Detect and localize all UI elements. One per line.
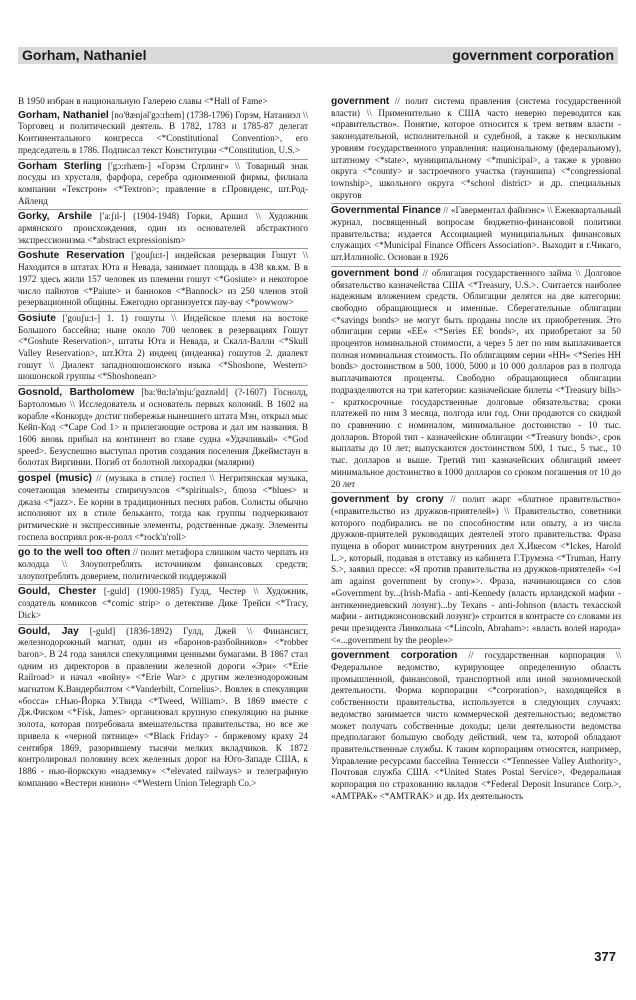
entry-divider xyxy=(18,584,308,585)
entry-divider xyxy=(18,311,308,312)
entry-body: // облигация государственного займа \\ Долговое обязательство казначейства США <*Treasury, U.S.>. Считается наиболее надежным вложением средств. Облигации делятся на две категории: свободно обращающиеся и именные. Сберегательные облигации <*savings bonds> не могут быть проданы после их приобретения. Это облигации серии «EE» <*Series EE bonds>, их приобретают за 50 процентов номинальной стоимости, а через 5 лет по ним выплачивается полная номинальная стоимость. По облигациям серии «HH» <*Series HH bonds> достоинством в 500, 1000, 5000 и 10 000 долларов раз в полгода выплачиваются проценты. Свободно обращающиеся облигации подразделяются на три категории: казначейские билеты <*Treasury bills> - краткосрочные государственные долговые обязательства; сроки платежей по ним 3 месяца, полгода или год. Они продаются со скидкой по сравнению с номиналом, минимальное достоинство - 10 тыс. долларов. Второй тип - казначейские облигации <*Treasury bonds>, срок выплаты до 10 лет; выпускаются достоинством 500, 1 тыс., 5 тыс., 10 тыс. долларов и выше. Третий тип казначейских облигаций имеет минимальное достоинство в 1000 долларов со сроком погашения от 10 до 20 лет xyxy=(331,267,621,489)
entry-divider xyxy=(331,492,621,493)
dictionary-entry xyxy=(18,250,308,309)
entry-headword: government corporation xyxy=(331,650,458,662)
dictionary-entry xyxy=(18,473,308,543)
entry-body: ['a:ʃɪl-] (1904-1948) Горки, Аршил \\ Художник армянского происхождения, один из основателей абстрактного экспрессионизма <*abstract expressionism> xyxy=(18,211,308,245)
entry-headword: government by crony xyxy=(331,494,444,506)
entry-divider xyxy=(331,203,621,204)
entry-body: // полит система правления (система государственной власти) \\ Применительно к США часто неверно переводится как «правительство». Понятие, которое относится к трем ветвям власти - законодательной, исполнительной и судебной, а также к нескольким уровням государственного управления: национальному (федеральному), штатному <*state>, муниципальному <*municipal>, а также к уровню округа <*county> и застроечного участка (тауншипа) <*congressional township>, школьного округа <*school district> и др. специальных округов xyxy=(331,96,621,200)
page-number: 377 xyxy=(594,949,616,964)
entry-body: // государственная корпорация \\ Федеральное ведомство, курирующее определенную область промышленной, финансовой, транспортной или иной экономической деятельности. Форма корпорации <*corporation>, находящейся в собственности правительства, используется в следующих случаях: ведомство занимается чисто коммерческой деятельностью; ведомство может получать собственные доходы; цели деятельности ведомства предполагают большую свободу действий, чем та, которой обладают правительственные службы. К таким корпорациям относятся, например, Управление ресурсами бассейна Теннесси <*Tennessee Valley Authority>, Почтовая служба США <*United States Postal Service>, Федеральная корпорация по страхованию вкладов <*Federal Deposit Insurance Corp.>, «АМТРАК» <*AMTRAK> и др. Их деятельность xyxy=(331,650,621,801)
right-column xyxy=(331,96,621,946)
entry-body: // (музыка в стиле) госпел \\ Негритянская музыка, сочетающая элементы спиричуэлсов <*spirituals>, блюза <*blues> и джаза <*jazz>. Ее корни в традиционных песнях рабов. Солисты обычно исполняют их в стиле бельканто, тогда как группы подчеркивают ритмические и экспрессивные элементы, родственные джазу. Элементы госпела восприял рок-н-ролл <*rock'n'roll> xyxy=(18,473,308,542)
entry-body: ['gouʃu:t-] индейская резервация Гошут \\ Находится в штатах Юта и Невада, занимает площадь в 438 кв.км. В в 1972 здесь жили 157 человек из племени гошут <*Gosiute> и некоторое число пайютов <*Paiute> и банноков <*Bannock> из 250 членов этой резервационной общины. Ежегодно организуется пау-вау <*powwow> xyxy=(18,250,308,308)
entry-body: [ba:'θɑ:lə'mju:'gɑznəld] (?-1607) Госнолд, Бартоломью \\ Исследователь и основатель первых колоний. В 1602 на корабле «Конкорд» достиг побережья нынешнего штата Мэн, открыл мыс Кейп-Код <*Cape Cod 1> и прилегающие острова и дал им названия. В 1606 вновь прибыл на континент во главе судна «Удачливый» <*God speed>. Безуспешно выступал против создания поселения Джеймстаун в болотах Виргинии. Погиб от болотной лихорадки (малярии) xyxy=(18,387,308,468)
entry-body: ['gouʃu:t-] 1. 1) гошуты \\ Индейское племя на востоке Большого бассейна; ныне около 700 человек в резервациях Гошут <*Goshute Reservation>, штаты Юта и Невада, и Скалл-Валли <*Skull Valley Reservation>, шт.Юта 2) индеец (индеанка) гошутов 2. диалект гошут \\ Диалект западношошонского языка <*Shoshone, Western> шошонской группы <*Shoshonean> xyxy=(18,312,308,382)
header-left-headword: Gorham, Nathaniel xyxy=(22,47,147,63)
entry-divider xyxy=(18,159,308,160)
entry-headword: Gould, Jay xyxy=(18,625,79,637)
dictionary-entry xyxy=(331,650,621,802)
dictionary-entry xyxy=(18,96,308,108)
entry-headword: go to the well too often xyxy=(18,547,131,559)
entry-divider xyxy=(18,385,308,386)
entry-body: [-guld] (1900-1985) Гулд, Честер \\ Художник, создатель комиксов <*comic strip> о детективе Дике Трейси <*Tracy, Dick> xyxy=(18,586,308,620)
left-column xyxy=(18,96,308,946)
entry-headword: government bond xyxy=(331,267,419,279)
dictionary-entry xyxy=(18,387,308,469)
dictionary-entry xyxy=(18,110,308,157)
running-header xyxy=(18,47,618,64)
entry-body: [-guld] (1836-1892) Гулд, Джей \\ Финансист, железнодорожный магнат, один из «баронов-разбойников» <*robber baron>. В 24 года занялся спекуляциями ценными бумагами. В 1867 стал одним из директоров в правлении железной дороги «Эри» <*Erie Railroad> и начал «войну» <*Erie War> с другим железнодорожным магнатом К.Вандербилтом <*Vanderbilt, Cornelius>. Вовлек в спекуляции «босса» г.Нью-Йорка У.Твида <*Tweed, William>. В 1869 вместе с Дж.Фиском <*Fisk, James> организовал крупную спекуляцию на рынке золота, которая потребовала вмешательства правительства, но все же привела к «черной пятнице» <*Black Friday> - биржевому краху 24 сентября 1869, разорившему тысячи мелких вкладчиков. К 1872 контролировал половину всех железных дорог на Юго-Западе США, к 1886 - нью-йоркскую «надземку» <*elevated railways> и телеграфную компанию «Вестерн юнион» <*Western Union Telegraph Co.> xyxy=(18,625,308,788)
entry-body: // полит метафора слишком часто черпать из колодца \\ Злоупотреблять источником финансовых средств; злоупотреблять доверием, политической поддержкой xyxy=(18,547,308,581)
entry-divider xyxy=(331,648,621,649)
entry-headword: Gorham Sterling xyxy=(18,160,102,172)
dictionary-entry xyxy=(18,586,308,621)
entry-body: В 1950 избран в национальную Галерею славы <*Hall of Fame> xyxy=(18,96,268,106)
entry-body: // полит жарг «блатное правительство» («правительство из дружков-приятелей») \\ Правительство, советники которого подбирались не по способностям или опыту, а из числа дружков-приятелей руководящих деятелей этого правительства. Фраза пущена в оборот министром внутренних дел Х.Икесом <*Ickes, Harold L.>, который, подавая в отставку из кабинета Г.Трумэна <*Truman, Harry S.>, заявил прессе: «Я против правительства из дружков-приятелей» <«I am against government by crony»>. Фраза, начинающаяся со слов «Government by...(Irish-Mafia - anti-Kennedy (власть ирландской мафии - антикеннедиевский лозунг)...by Texans - anti-Johnson (власть техасской мафии - антиджонсоновский лозунг)» строится в контрасте со словами из речи президента Линкольна <*Lincoln, Abraham>: «власть волей народа» <«...government by the people»> xyxy=(331,494,621,645)
dictionary-entry xyxy=(331,494,621,646)
entry-headword: Goshute Reservation xyxy=(18,250,125,262)
entry-body: [no'θænjəl'gɔ:rhem] (1738-1796) Горэм, Натаниэл \\ Торговец и политический деятель. В 1782, 1783 и 1785-87 делегат Континентального конгресса <*Constitutional Convention>, его председатель в 1786. Подписал текст Конституции <*Constitution, U.S.> xyxy=(18,109,308,155)
header-right-headword: government corporation xyxy=(452,47,614,63)
entry-headword: gospel (music) xyxy=(18,473,92,485)
dictionary-entry xyxy=(18,547,308,582)
entry-headword: Gosiute xyxy=(18,312,56,324)
entry-headword: Gorham, Nathaniel xyxy=(18,109,109,121)
entry-headword: Gosnold, Bartholomew xyxy=(18,387,135,399)
dictionary-entry xyxy=(331,96,621,201)
entry-divider xyxy=(18,545,308,546)
entry-divider xyxy=(331,266,621,267)
entry-divider xyxy=(18,209,308,210)
entry-divider xyxy=(18,624,308,625)
dictionary-entry xyxy=(331,205,621,264)
entry-headword: Governmental Finance xyxy=(331,205,441,217)
entry-body: // «Гаверментал файнэнс» \\ Ежеквартальный журнал, посвященный вопросам бюджетно-финансовой политики правительства; издается Ассоциацией муниципальных финансовых служащих <*Municipal Finance Officers Association>. Выходит в г.Чикаго, шт.Иллинойс. Основан в 1926 xyxy=(331,205,621,263)
entry-divider xyxy=(18,248,308,249)
entry-body: ['gɔ:rhæm-] «Горэм Стрлинг» \\ Товарный знак посуды из хрусталя, фарфора, серебра одноименной фирмы, филиала компании «Текстрон» <*Textron>; правление в г.Провиденс, шт.Род-Айленд xyxy=(18,160,308,206)
entry-headword: Gould, Chester xyxy=(18,586,97,598)
dictionary-entry xyxy=(18,626,308,790)
dictionary-entry xyxy=(18,161,308,208)
dictionary-entry xyxy=(331,268,621,490)
entry-headword: government xyxy=(331,96,390,107)
entry-divider xyxy=(18,471,308,472)
entry-headword: Gorky, Arshile xyxy=(18,211,92,223)
dictionary-entry xyxy=(18,313,308,383)
dictionary-entry xyxy=(18,211,308,246)
